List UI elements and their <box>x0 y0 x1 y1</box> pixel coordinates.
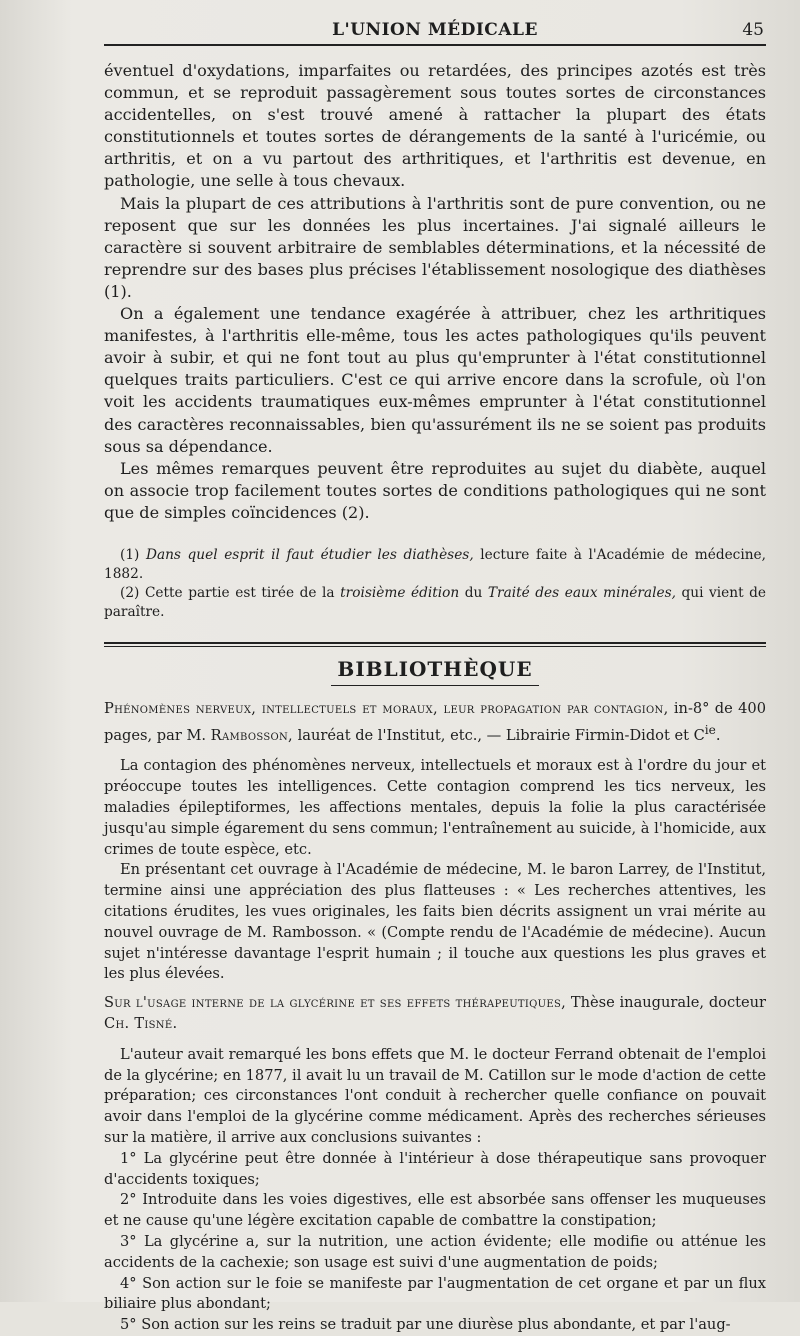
book-entry-heading: Phénomènes nerveux, intellectuels et moraux, leur propagation par contagion, in-8° de 400 pages, par M. Rambosson, lauréat de l'Institut, etc., — Librairie Firmin-Didot et $C^{ie}$. <box>104 699 766 744</box>
paragraph: Les mêmes remarques peuvent être reproduites au sujet du diabète, auquel on associe trop facilement toutes sortes de conditions pathologiques qui ne sont que de simples coïncidences (2). <box>104 458 766 522</box>
footnote-1: (1) Dans quel esprit il faut étudier les diathèses, lecture faite à l'Académie de médecine, 1882. <box>104 546 766 582</box>
thesis-author: Ch. Tisné. <box>104 1014 178 1032</box>
section-title: BIBLIOTHÈQUE <box>104 657 766 681</box>
conclusion-item: 1° La glycérine peut être donnée à l'intérieur à dose thérapeutique sans provoquer d'accidents toxiques; <box>104 1149 766 1188</box>
header-rule <box>104 44 766 46</box>
thesis-title: Sur l'usage interne de la glycérine et ses effets thérapeutiques, <box>104 994 567 1012</box>
paragraph: Mais la plupart de ces attributions à l'arthritis sont de pure convention, ou ne reposent que sur les données les plus incertaines. J'ai signalé ailleurs le caractère si souvent arbitraire de semblables déterminations, et la nécessité de reprendre sur des bases plus précises l'établissement nosologique des diathèses (1). <box>104 193 766 301</box>
paragraph: éventuel d'oxydations, imparfaites ou retardées, des principes azotés est très commun, et se reproduit passagèrement sous toutes sortes de circonstances accidentelles, on s'est trouvé amené à rattacher la plupart des états constitutionnels et toutes sortes de dérangements de la santé à l'uricémie, ou arthritis, et on a vu partout des arthritiques, et l'arthritis est devenue, en pathologie, une selle à tous chevaux. <box>104 61 766 191</box>
conclusion-item: 4° Son action sur le foie se manifeste par l'augmentation de cet organe et par un flux biliaire plus abondant; <box>104 1274 766 1313</box>
book-title: Phénomènes nerveux, intellectuels et moraux, leur propagation par contagion, <box>104 699 669 717</box>
conclusion-item: 5° Son action sur les reins se traduit par une diurèse plus abondante, et par l'aug- <box>120 1316 731 1334</box>
thesis-entry-heading: Sur l'usage interne de la glycérine et ses effets thérapeutiques, Thèse inaugurale, docteur Ch. Tisné. <box>104 994 766 1032</box>
review-paragraph: En présentant cet ouvrage à l'Académie de médecine, M. le baron Larrey, de l'Institut, termine ainsi une appréciation des plus flatteuses : « Les recherches attentives, les citations érudites, les vues originales, les faits bien décrits assignent un vrai mérite au nouvel ouvrage de M. Rambosson. « (Compte rendu de l'Académie de médecine). Aucun sujet n'intéresse davantage l'esprit humain ; il touche aux questions les plus graves et les plus élevées. <box>104 861 766 983</box>
conclusion-item: 3° La glycérine a, sur la nutrition, une action évidente; elle modifie ou atténue les accidents de la cachexie; son usage est suivi d'une augmentation de poids; <box>104 1232 766 1271</box>
footnote-1-title: Dans quel esprit il faut étudier les diathèses, <box>145 546 474 563</box>
footnotes <box>104 546 766 622</box>
running-title: L'UNION MÉDICALE <box>332 20 538 40</box>
review-paragraph: L'auteur avait remarqué les bons effets que M. le docteur Ferrand obtenait de l'emploi de la glycérine; en 1877, il avait lu un travail de M. Catillon sur le mode d'action de cette préparation; ces circonstances l'ont conduit à rechercher quelle confiance on pouvait avoir dans l'emploi de la glycérine comme médicament. Après des recherches sérieuses sur la matière, il arrive aux conclusions suivantes : <box>104 1045 766 1146</box>
bibliotheque-section <box>104 699 766 1336</box>
footnote-2: (2) Cette partie est tirée de la troisième édition du Traité des eaux minérales, qui vient de paraître. <box>104 584 767 620</box>
conclusion-item: 2° Introduite dans les voies digestives, elle est absorbée sans offenser les muqueuses et ne cause qu'une légère excitation capable de combattre la constipation; <box>104 1191 766 1230</box>
section-divider <box>104 642 766 647</box>
main-text <box>104 60 766 524</box>
page-number: 45 <box>742 20 764 40</box>
running-header <box>104 14 766 44</box>
review-paragraph: La contagion des phénomènes nerveux, intellectuels et moraux est à l'ordre du jour et préoccupe toutes les intelligences. Cette contagion comprend les tics nerveux, les maladies épileptiformes, les affections mentales, depuis la folie la plus caractérisée jusqu'au simple égarement du sens commun; l'entraînement au suicide, à l'homicide, aux crimes de toute espèce, etc. <box>104 757 766 858</box>
book-author: Rambosson, <box>210 726 293 744</box>
paragraph: On a également une tendance exagérée à attribuer, chez les arthritiques manifestes, à l'arthritis elle-même, tous les actes pathologiques qu'ils peuvent avoir à subir, et qui ne font tout au plus qu'emprunter à l'état constitutionnel quelques traits particuliers. C'est ce qui arrive encore dans la scrofule, où l'on voit les accidents traumatiques eux-mêmes emprunter à l'état constitutionnel des caractères reconnaissables, bien qu'assurément ils ne se soient pas produits sous sa dépendance. <box>104 304 766 456</box>
